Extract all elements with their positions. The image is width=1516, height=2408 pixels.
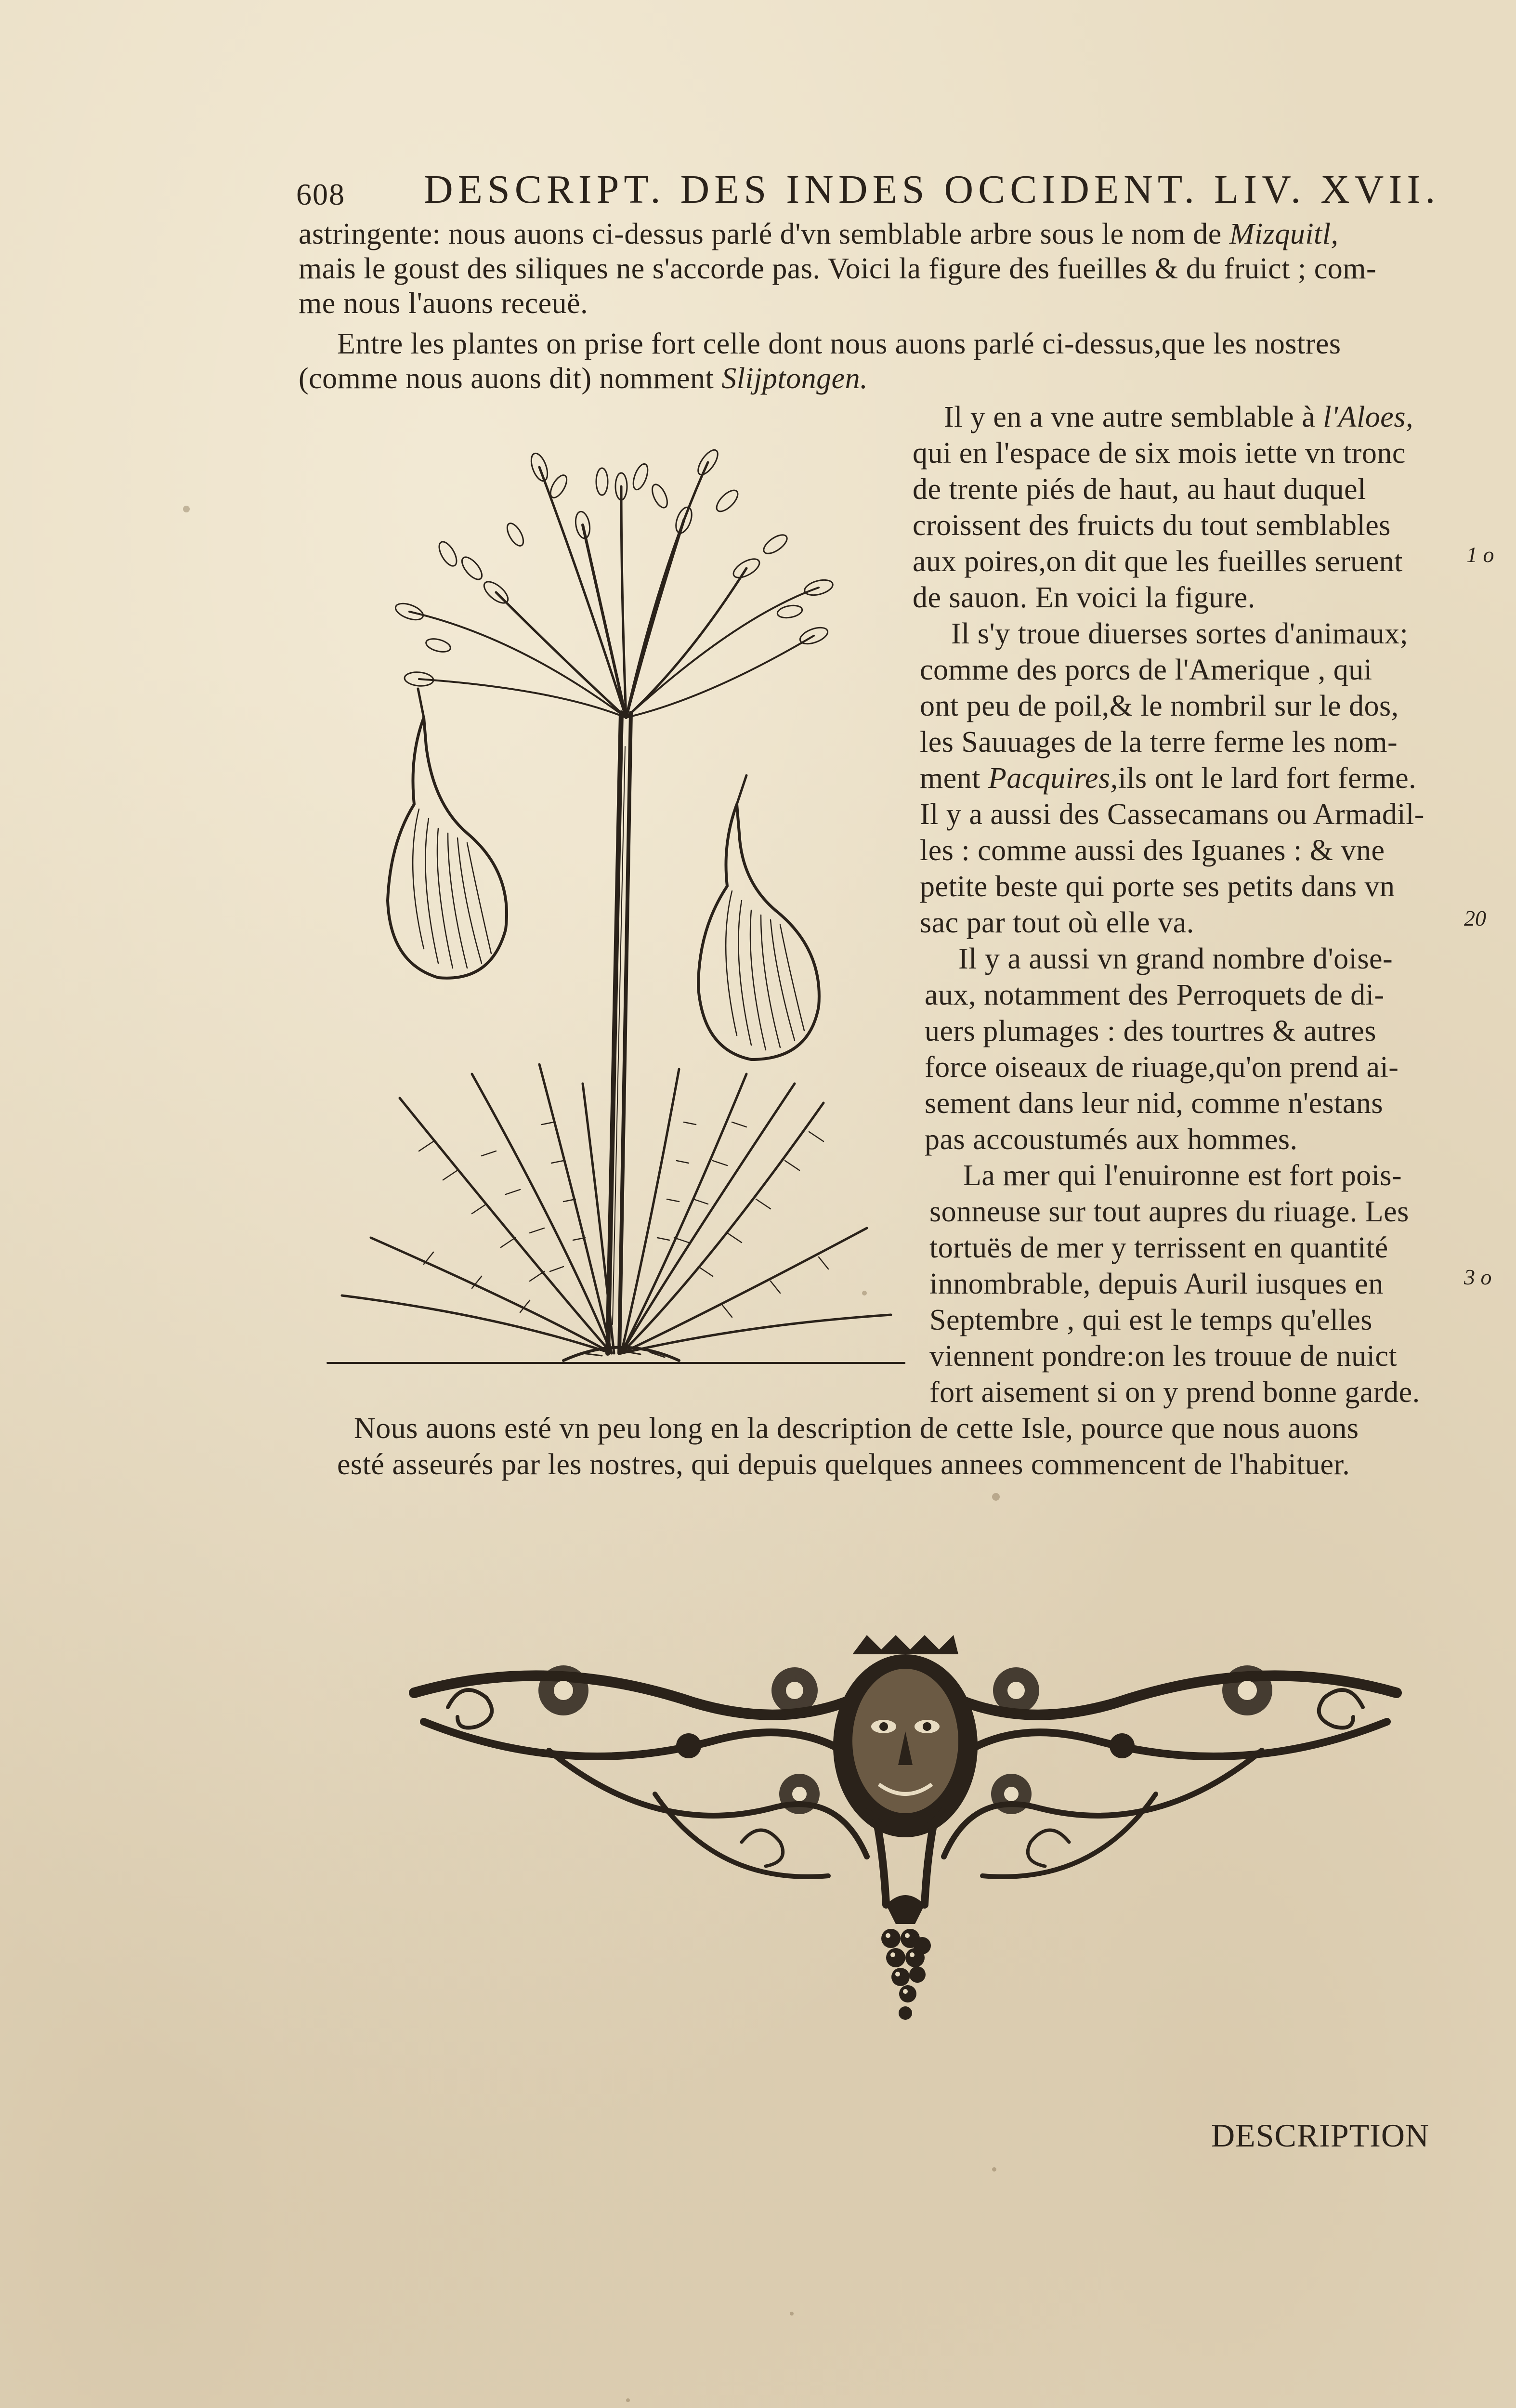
margin-line-number: 20 xyxy=(1464,906,1486,930)
text-line: sonneuse sur tout aupres du riuage. Les xyxy=(929,1195,1409,1228)
text-line: Il s'y troue diuerses sortes d'animaux; xyxy=(951,617,1409,650)
text-line: ont peu de poil,& le nombril sur le dos, xyxy=(920,690,1399,722)
italic-name: Pacquires, xyxy=(988,762,1118,795)
text-line: pas accoustumés aux hommes. xyxy=(925,1123,1298,1156)
text-line: Nous auons esté vn peu long en la description de cette Isle, pource que nous auons xyxy=(354,1412,1359,1445)
text-line: innombrable, depuis Auril iusques en xyxy=(929,1268,1384,1300)
text-line: croissent des fruicts du tout semblables xyxy=(913,509,1391,542)
text-line: tortuës de mer y terrissent en quantité xyxy=(929,1231,1388,1264)
text-line: aux poires,on dit que les fueilles seruent xyxy=(913,545,1403,578)
text-line: force oiseaux de riuage,qu'on prend ai- xyxy=(925,1051,1399,1084)
italic-name: l'Aloes, xyxy=(1323,401,1413,433)
text-line: esté asseurés par les nostres, qui depuis quelques annees commencent de l'habituer. xyxy=(337,1448,1350,1481)
decorative-tailpiece-ornament xyxy=(405,1635,1406,2040)
text-line: Il y a aussi vn grand nombre d'oise- xyxy=(958,942,1393,975)
text-line xyxy=(299,217,1339,251)
aloe-plant-woodcut-illustration xyxy=(313,409,905,1387)
text-line: les Sauuages de la terre ferme les nom- xyxy=(920,726,1398,759)
paper-speck xyxy=(626,2398,630,2402)
running-head xyxy=(296,166,1471,219)
text-line: mais le goust des siliques ne s'accorde pas. Voici la figure des fueilles & du fruict ; com- xyxy=(299,252,1377,285)
text-line: de trente piés de haut, au haut duquel xyxy=(913,473,1366,506)
text-line: Entre les plantes on prise fort celle dont nous auons parlé ci-dessus,que les nostres xyxy=(337,327,1341,360)
text-line: de sauon. En voici la figure. xyxy=(913,581,1255,614)
italic-name: Slijptongen. xyxy=(721,362,868,395)
paper-speck xyxy=(992,1493,1000,1501)
text-line: aux, notamment des Perroquets de di- xyxy=(925,979,1385,1011)
text-line: sement dans leur nid, comme n'estans xyxy=(925,1087,1384,1120)
text-line: Septembre , qui est le temps qu'elles xyxy=(929,1304,1372,1336)
running-title: DESCRIPT. DES INDES OCCIDENT. LIV. XVII. xyxy=(424,167,1440,212)
text-line: sac par tout où elle va. xyxy=(920,906,1194,939)
paper-speck xyxy=(862,1291,867,1296)
text-line: les : comme aussi des Iguanes : & vne xyxy=(920,834,1385,867)
text-line xyxy=(944,400,1413,434)
text-span: astringente: nous auons ci-dessus parlé d'vn semblable arbre sous le nom de xyxy=(299,218,1229,250)
paper-speck xyxy=(992,2167,996,2172)
paper-speck xyxy=(183,506,190,512)
text-line: La mer qui l'enuironne est fort pois- xyxy=(963,1159,1402,1192)
text-span: Il y en a vne autre semblable à xyxy=(944,401,1323,433)
text-span: (comme nous auons dit) nomment xyxy=(299,362,722,395)
text-line: uers plumages : des tourtres & autres xyxy=(925,1015,1376,1047)
text-line: petite beste qui porte ses petits dans vn xyxy=(920,870,1395,903)
italic-name: Mizquitl, xyxy=(1229,218,1339,250)
text-line: Il y a aussi des Cassecamans ou Armadil- xyxy=(920,798,1425,831)
text-line: fort aisement si on y prend bonne garde. xyxy=(929,1376,1420,1409)
text-line: viennent pondre:on les trouue de nuict xyxy=(929,1340,1398,1373)
margin-line-number: 1 o xyxy=(1466,542,1494,567)
text-line xyxy=(299,361,868,396)
catchword: DESCRIPTION xyxy=(1211,2117,1430,2154)
text-span: ment xyxy=(920,762,988,795)
text-line: qui en l'espace de six mois iette vn tronc xyxy=(913,437,1406,470)
text-line xyxy=(920,761,1416,796)
text-span: ils ont le lard fort ferme. xyxy=(1118,762,1417,795)
text-line: comme des porcs de l'Amerique , qui xyxy=(920,654,1372,686)
paper-speck xyxy=(790,2312,794,2316)
page-number: 608 xyxy=(296,177,345,211)
text-line: me nous l'auons receuë. xyxy=(299,287,588,320)
margin-line-number: 3 o xyxy=(1464,1265,1492,1289)
